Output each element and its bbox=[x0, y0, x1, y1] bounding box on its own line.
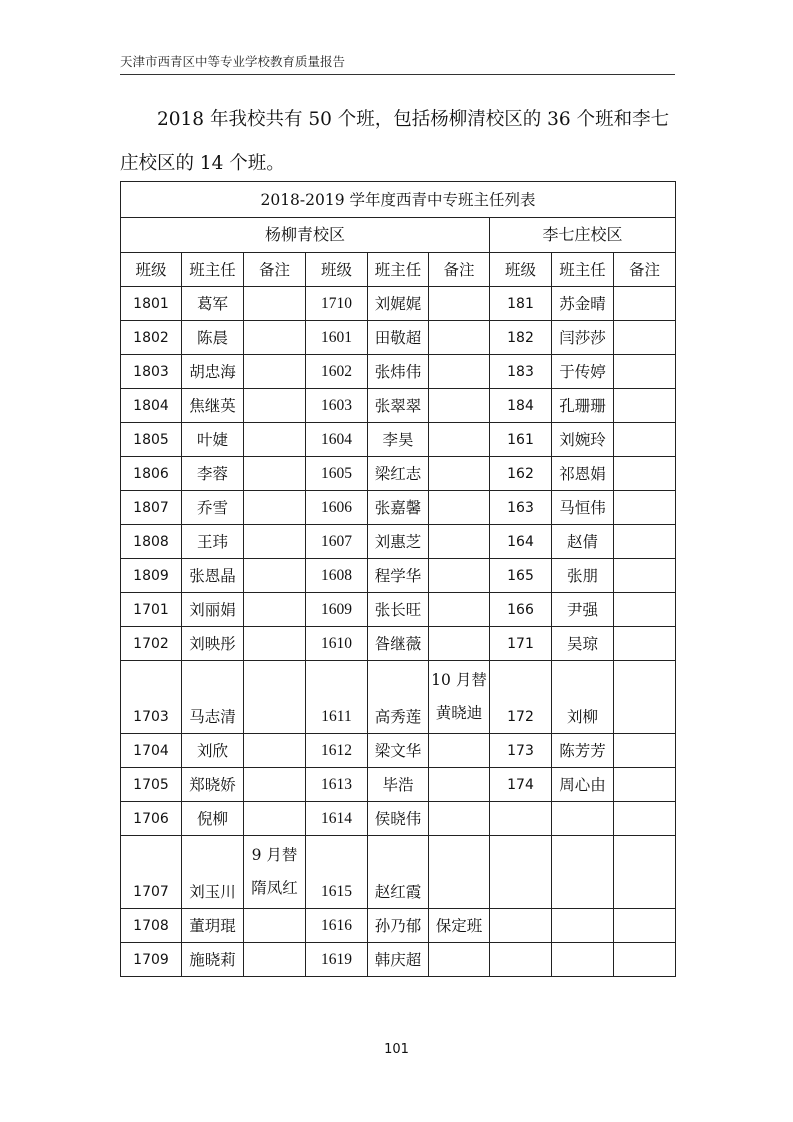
class-number-cell: 1605 bbox=[306, 457, 368, 491]
note-cell bbox=[614, 525, 676, 559]
note-cell bbox=[614, 768, 676, 802]
class-number-cell: 1709 bbox=[121, 943, 182, 977]
class-number-cell: 1614 bbox=[306, 802, 368, 836]
table-row bbox=[121, 627, 676, 661]
class-number-cell: 1616 bbox=[306, 909, 368, 943]
col-header-note: 备注 bbox=[614, 253, 676, 287]
table-row bbox=[121, 355, 676, 389]
note-cell bbox=[614, 593, 676, 627]
class-number-cell: 1706 bbox=[121, 802, 182, 836]
header-divider bbox=[120, 74, 675, 75]
teacher-name-cell: 李蓉 bbox=[182, 457, 244, 491]
note-cell bbox=[614, 661, 676, 734]
teacher-name-cell: 于传婷 bbox=[552, 355, 614, 389]
note-cell bbox=[614, 734, 676, 768]
note-cell bbox=[429, 457, 490, 491]
teacher-name-cell: 张翠翠 bbox=[368, 389, 429, 423]
teacher-name-cell: 刘丽娟 bbox=[182, 593, 244, 627]
col-header-class: 班级 bbox=[121, 253, 182, 287]
teacher-name-cell: 王玮 bbox=[182, 525, 244, 559]
class-number-cell: 164 bbox=[490, 525, 552, 559]
class-number-cell: 1804 bbox=[121, 389, 182, 423]
note-cell bbox=[244, 389, 306, 423]
note-cell bbox=[429, 593, 490, 627]
class-number-cell: 1704 bbox=[121, 734, 182, 768]
teacher-name-cell: 昝继薇 bbox=[368, 627, 429, 661]
table-row bbox=[121, 457, 676, 491]
table-row bbox=[121, 768, 676, 802]
teacher-name-cell: 周心由 bbox=[552, 768, 614, 802]
table-row bbox=[121, 287, 676, 321]
note-cell bbox=[244, 627, 306, 661]
teacher-name-cell: 董玥琨 bbox=[182, 909, 244, 943]
table-row bbox=[121, 909, 676, 943]
note-cell bbox=[244, 287, 306, 321]
teacher-name-cell: 李昊 bbox=[368, 423, 429, 457]
teacher-name-cell: 高秀莲 bbox=[368, 661, 429, 734]
class-number-cell: 1607 bbox=[306, 525, 368, 559]
note-cell bbox=[429, 768, 490, 802]
teacher-name-cell: 苏金晴 bbox=[552, 287, 614, 321]
teacher-name-cell: 马志清 bbox=[182, 661, 244, 734]
note-cell bbox=[244, 909, 306, 943]
note-line: 隋凤红 bbox=[251, 879, 298, 897]
note-line: 10 月替 bbox=[431, 671, 487, 689]
col-header-class: 班级 bbox=[306, 253, 368, 287]
table-row bbox=[121, 423, 676, 457]
note-cell bbox=[244, 491, 306, 525]
note-cell bbox=[614, 627, 676, 661]
table-row bbox=[121, 943, 676, 977]
class-number-cell bbox=[490, 909, 552, 943]
class-number-cell: 1808 bbox=[121, 525, 182, 559]
teacher-name-cell: 刘娓娓 bbox=[368, 287, 429, 321]
col-header-teacher: 班主任 bbox=[552, 253, 614, 287]
class-number-cell: 1606 bbox=[306, 491, 368, 525]
table-row bbox=[121, 593, 676, 627]
teacher-name-cell: 郑晓娇 bbox=[182, 768, 244, 802]
campus-liqizhuang: 李七庄校区 bbox=[490, 218, 676, 253]
class-number-cell: 1807 bbox=[121, 491, 182, 525]
note-cell bbox=[614, 321, 676, 355]
note-cell bbox=[244, 768, 306, 802]
note-cell bbox=[614, 423, 676, 457]
teacher-name-cell bbox=[552, 909, 614, 943]
teacher-name-cell: 叶婕 bbox=[182, 423, 244, 457]
col-header-note: 备注 bbox=[429, 253, 490, 287]
class-number-cell: 161 bbox=[490, 423, 552, 457]
col-header-class: 班级 bbox=[490, 253, 552, 287]
teacher-name-cell bbox=[552, 802, 614, 836]
class-number-cell: 184 bbox=[490, 389, 552, 423]
teacher-name-cell: 孙乃郁 bbox=[368, 909, 429, 943]
class-number-cell: 1701 bbox=[121, 593, 182, 627]
teacher-name-cell: 吴琼 bbox=[552, 627, 614, 661]
class-number-cell: 1609 bbox=[306, 593, 368, 627]
page-number: 101 bbox=[384, 1042, 409, 1057]
table-row bbox=[121, 734, 676, 768]
class-number-cell: 1803 bbox=[121, 355, 182, 389]
note-cell bbox=[429, 355, 490, 389]
note-cell bbox=[429, 943, 490, 977]
intro-paragraph: 2018 年我校共有 50 个班，包括杨柳清校区的 36 个班和李七庄校区的 14 个班。 bbox=[120, 109, 670, 174]
teacher-name-cell: 尹强 bbox=[552, 593, 614, 627]
note-cell bbox=[244, 423, 306, 457]
class-number-cell: 1702 bbox=[121, 627, 182, 661]
class-number-cell: 1802 bbox=[121, 321, 182, 355]
teacher-name-cell: 韩庆超 bbox=[368, 943, 429, 977]
table-title: 2018-2019 学年度西青中专班主任列表 bbox=[121, 182, 676, 218]
note-cell bbox=[614, 457, 676, 491]
note-cell bbox=[244, 661, 306, 734]
teacher-name-cell: 张炜伟 bbox=[368, 355, 429, 389]
class-number-cell: 173 bbox=[490, 734, 552, 768]
class-number-cell: 163 bbox=[490, 491, 552, 525]
class-number-cell: 1703 bbox=[121, 661, 182, 734]
note-cell bbox=[429, 836, 490, 909]
head-teacher-table bbox=[120, 181, 676, 977]
class-number-cell: 182 bbox=[490, 321, 552, 355]
teacher-name-cell: 赵红霞 bbox=[368, 836, 429, 909]
note-cell bbox=[429, 525, 490, 559]
teacher-name-cell: 刘映彤 bbox=[182, 627, 244, 661]
note-cell bbox=[429, 661, 490, 734]
note-cell bbox=[244, 321, 306, 355]
class-number-cell: 1601 bbox=[306, 321, 368, 355]
class-number-cell: 1801 bbox=[121, 287, 182, 321]
class-number-cell: 174 bbox=[490, 768, 552, 802]
note-cell bbox=[244, 943, 306, 977]
class-number-cell bbox=[490, 943, 552, 977]
teacher-name-cell: 孔珊珊 bbox=[552, 389, 614, 423]
table-row bbox=[121, 661, 676, 734]
class-number-cell: 1708 bbox=[121, 909, 182, 943]
table-row bbox=[121, 802, 676, 836]
class-number-cell: 172 bbox=[490, 661, 552, 734]
teacher-name-cell: 张长旺 bbox=[368, 593, 429, 627]
class-number-cell: 1612 bbox=[306, 734, 368, 768]
teacher-name-cell: 刘玉川 bbox=[182, 836, 244, 909]
class-number-cell: 166 bbox=[490, 593, 552, 627]
note-cell bbox=[614, 802, 676, 836]
class-number-cell: 1608 bbox=[306, 559, 368, 593]
note-cell bbox=[244, 525, 306, 559]
table-row bbox=[121, 559, 676, 593]
class-number-cell bbox=[490, 836, 552, 909]
col-header-teacher: 班主任 bbox=[368, 253, 429, 287]
table-row bbox=[121, 836, 676, 909]
note-cell bbox=[244, 457, 306, 491]
teacher-name-cell: 祁恩娟 bbox=[552, 457, 614, 491]
teacher-name-cell: 刘欣 bbox=[182, 734, 244, 768]
teacher-name-cell: 倪柳 bbox=[182, 802, 244, 836]
class-number-cell: 1613 bbox=[306, 768, 368, 802]
campus-yangliuqing: 杨柳青校区 bbox=[121, 218, 490, 253]
class-number-cell: 1603 bbox=[306, 389, 368, 423]
note-cell bbox=[614, 559, 676, 593]
col-header-note: 备注 bbox=[244, 253, 306, 287]
class-number-cell: 1809 bbox=[121, 559, 182, 593]
class-number-cell: 183 bbox=[490, 355, 552, 389]
class-number-cell bbox=[490, 802, 552, 836]
note-cell bbox=[429, 802, 490, 836]
teacher-name-cell: 赵倩 bbox=[552, 525, 614, 559]
teacher-name-cell: 毕浩 bbox=[368, 768, 429, 802]
class-number-cell: 165 bbox=[490, 559, 552, 593]
class-number-cell: 1710 bbox=[306, 287, 368, 321]
class-number-cell: 1611 bbox=[306, 661, 368, 734]
class-number-cell: 1610 bbox=[306, 627, 368, 661]
teacher-name-cell: 焦继英 bbox=[182, 389, 244, 423]
note-cell bbox=[614, 943, 676, 977]
note-cell bbox=[614, 389, 676, 423]
class-number-cell: 1619 bbox=[306, 943, 368, 977]
note-cell bbox=[429, 491, 490, 525]
column-header-row bbox=[121, 253, 676, 287]
table-row bbox=[121, 491, 676, 525]
class-number-cell: 1615 bbox=[306, 836, 368, 909]
teacher-name-cell: 陈芳芳 bbox=[552, 734, 614, 768]
teacher-name-cell: 梁文华 bbox=[368, 734, 429, 768]
note-cell bbox=[614, 909, 676, 943]
teacher-name-cell: 张朋 bbox=[552, 559, 614, 593]
teacher-name-cell: 刘惠芝 bbox=[368, 525, 429, 559]
note-cell bbox=[244, 802, 306, 836]
note-cell bbox=[614, 491, 676, 525]
note-cell bbox=[429, 734, 490, 768]
note-cell: 保定班 bbox=[429, 909, 490, 943]
class-number-cell: 1707 bbox=[121, 836, 182, 909]
note-cell bbox=[244, 559, 306, 593]
note-cell bbox=[614, 355, 676, 389]
class-number-cell: 171 bbox=[490, 627, 552, 661]
note-cell bbox=[244, 355, 306, 389]
table-row bbox=[121, 321, 676, 355]
document-header: 天津市西青区中等专业学校教育质量报告 bbox=[120, 54, 346, 69]
class-number-cell: 1705 bbox=[121, 768, 182, 802]
class-number-cell: 1604 bbox=[306, 423, 368, 457]
note-cell bbox=[429, 321, 490, 355]
table-row bbox=[121, 525, 676, 559]
note-line: 黄晓迪 bbox=[435, 704, 483, 722]
teacher-name-cell: 刘柳 bbox=[552, 661, 614, 734]
teacher-name-cell: 梁红志 bbox=[368, 457, 429, 491]
teacher-name-cell: 田敬超 bbox=[368, 321, 429, 355]
teacher-name-cell: 侯晓伟 bbox=[368, 802, 429, 836]
teacher-name-cell: 葛军 bbox=[182, 287, 244, 321]
note-cell bbox=[614, 287, 676, 321]
teacher-name-cell bbox=[552, 943, 614, 977]
teacher-name-cell: 马恒伟 bbox=[552, 491, 614, 525]
teacher-name-cell: 陈晨 bbox=[182, 321, 244, 355]
note-cell bbox=[429, 559, 490, 593]
teacher-name-cell: 施晓莉 bbox=[182, 943, 244, 977]
teacher-name-cell: 张嘉馨 bbox=[368, 491, 429, 525]
teacher-name-cell: 程学华 bbox=[368, 559, 429, 593]
class-number-cell: 1805 bbox=[121, 423, 182, 457]
teacher-name-cell: 闫莎莎 bbox=[552, 321, 614, 355]
class-number-cell: 1806 bbox=[121, 457, 182, 491]
note-line: 9 月替 bbox=[251, 846, 298, 864]
teacher-name-cell: 张恩晶 bbox=[182, 559, 244, 593]
note-cell bbox=[429, 389, 490, 423]
teacher-name-cell: 胡忠海 bbox=[182, 355, 244, 389]
note-cell bbox=[244, 593, 306, 627]
note-cell bbox=[614, 836, 676, 909]
note-cell bbox=[244, 836, 306, 909]
col-header-teacher: 班主任 bbox=[182, 253, 244, 287]
note-cell bbox=[429, 423, 490, 457]
class-number-cell: 1602 bbox=[306, 355, 368, 389]
teacher-name-cell: 刘婉玲 bbox=[552, 423, 614, 457]
note-cell bbox=[244, 734, 306, 768]
table-row bbox=[121, 389, 676, 423]
teacher-name-cell: 乔雪 bbox=[182, 491, 244, 525]
note-cell bbox=[429, 627, 490, 661]
class-number-cell: 181 bbox=[490, 287, 552, 321]
teacher-name-cell bbox=[552, 836, 614, 909]
class-number-cell: 162 bbox=[490, 457, 552, 491]
note-cell bbox=[429, 287, 490, 321]
